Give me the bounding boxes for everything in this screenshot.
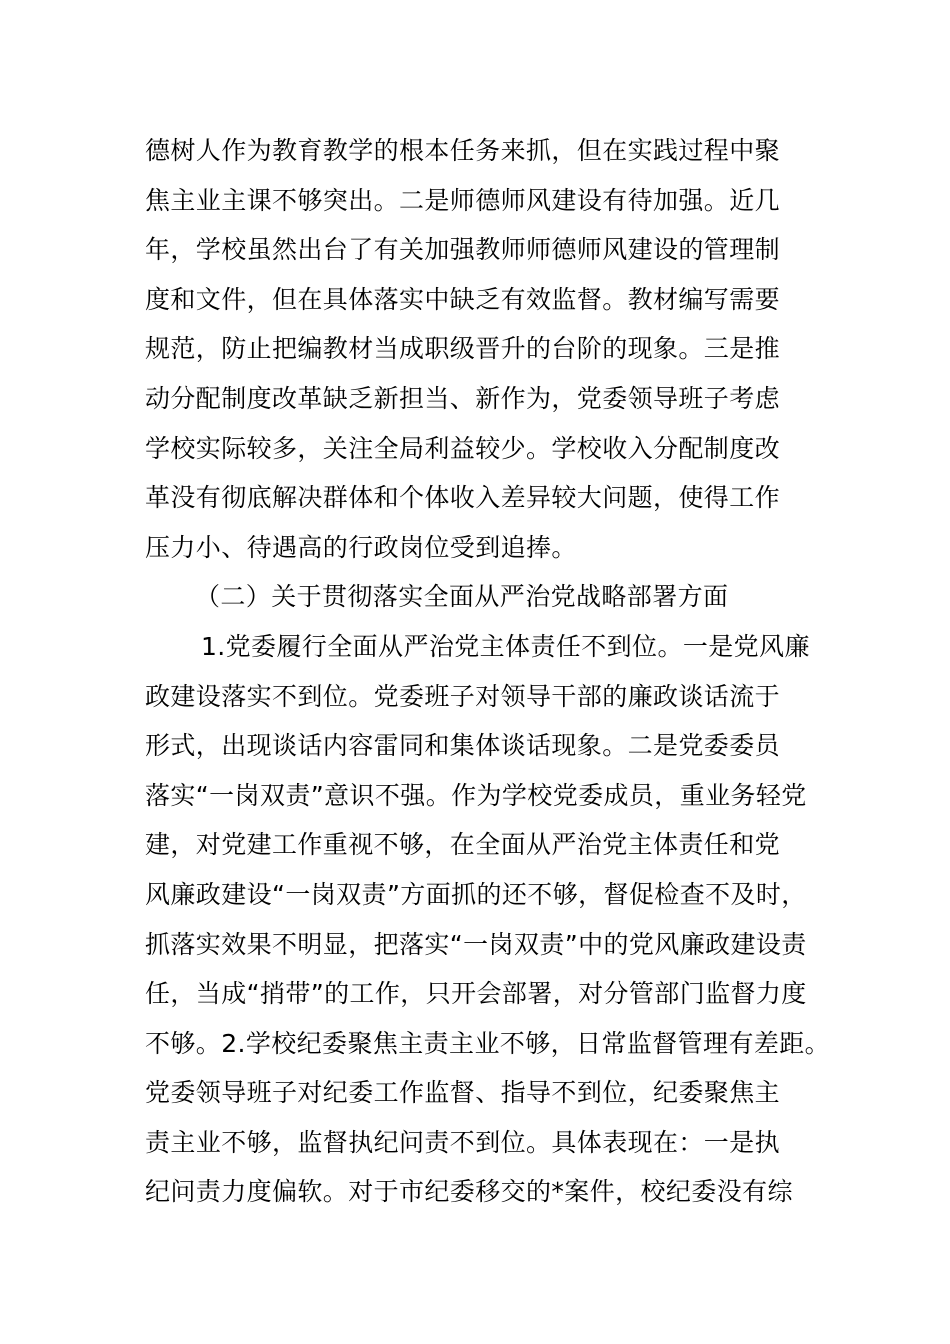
text-line: 度和文件，但在具体落实中缺乏有效监督。教材编写需要 bbox=[145, 284, 781, 314]
text-line: 风廉政建设“一岗双责”方面抓的还不够，督促检查不及时， bbox=[145, 879, 807, 909]
document-body bbox=[145, 126, 831, 1217]
text-line: 规范，防止把编教材当成职级晋升的台阶的现象。三是推 bbox=[145, 334, 781, 364]
text-line: 焦主业主课不够突出。二是师德师风建设有待加强。近几 bbox=[145, 185, 781, 215]
text-line: 年，学校虽然出台了有关加强教师师德师风建设的管理制 bbox=[145, 235, 781, 265]
text-line: 动分配制度改革缺乏新担当、新作为，党委领导班子考虑 bbox=[145, 383, 781, 413]
text-line: 压力小、待遇高的行政岗位受到追捧。 bbox=[145, 532, 577, 562]
text-line: 革没有彻底解决群体和个体收入差异较大问题，使得工作 bbox=[145, 483, 781, 513]
text-line: 不够。2.学校纪委聚焦主责主业不够，日常监督管理有差距。 bbox=[145, 1028, 831, 1058]
text-line: 形式，出现谈话内容雷同和集体谈话现象。二是党委委员 bbox=[145, 731, 781, 761]
section-heading: （二）关于贯彻落实全面从严治党战略部署方面 bbox=[195, 582, 729, 612]
text-line: 抓落实效果不明显，把落实“一岗双责”中的党风廉政建设责 bbox=[145, 929, 807, 959]
text-line: 党委领导班子对纪委工作监督、指导不到位，纪委聚焦主 bbox=[145, 1078, 781, 1108]
text-line: 任，当成“捎带”的工作，只开会部署，对分管部门监督力度 bbox=[145, 979, 807, 1009]
text-line: 落实“一岗双责”意识不强。作为学校党委成员，重业务轻党 bbox=[145, 780, 807, 810]
text-line: 责主业不够，监督执纪问责不到位。具体表现在：一是执 bbox=[145, 1127, 781, 1157]
text-line: 建，对党建工作重视不够，在全面从严治党主体责任和党 bbox=[145, 830, 781, 860]
text-line: 纪问责力度偏软。对于市纪委移交的*案件，校纪委没有综 bbox=[145, 1177, 793, 1207]
text-line: 学校实际较多，关注全局利益较少。学校收入分配制度改 bbox=[145, 433, 781, 463]
text-line: 德树人作为教育教学的根本任务来抓，但在实践过程中聚 bbox=[145, 136, 781, 165]
text-line: 1.党委履行全面从严治党主体责任不到位。一是党风廉 bbox=[201, 631, 810, 661]
text-line: 政建设落实不到位。党委班子对领导干部的廉政谈话流于 bbox=[145, 681, 781, 711]
